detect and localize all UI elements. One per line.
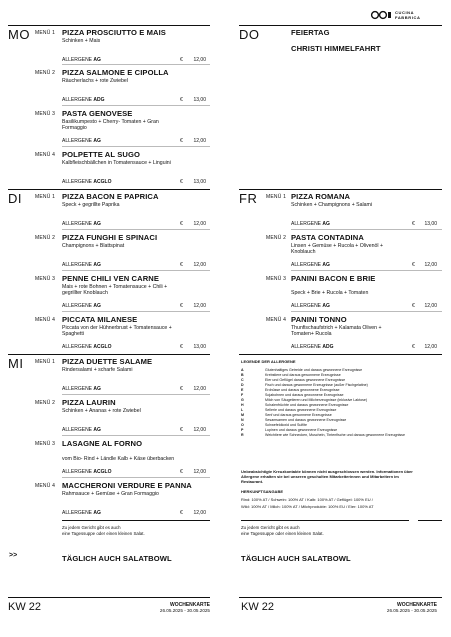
rule-legend xyxy=(239,354,442,355)
brand-logo xyxy=(370,9,440,23)
price: 12,00 xyxy=(424,262,437,268)
rule-wednesday xyxy=(8,354,210,355)
day-monday: MO xyxy=(8,27,30,42)
price: 12,00 xyxy=(193,262,206,268)
allergens: ALLERGENE ACGLO xyxy=(62,469,112,475)
rule-top-right xyxy=(239,25,442,26)
dish-title: PANINI TONNO xyxy=(291,315,347,324)
dish-desc: Räucherlachs + rote Zwiebel xyxy=(62,78,128,84)
origin-title: HERKUNFTSANGABE xyxy=(241,489,283,494)
brand-name: CUCINA FABBRICA xyxy=(395,10,421,20)
euro-sign: € xyxy=(180,344,183,350)
arrow-marker: >> xyxy=(9,552,18,559)
week-dates-right: 26.05.2025 - 30.05.2025 xyxy=(386,608,437,613)
euro-sign: € xyxy=(180,57,183,63)
dish-desc: Kalbfleischbällchen in Tomatensauce + Linguini xyxy=(62,160,171,166)
legend-row: L Sellerie und daraus gewonnene Erzeugnisse xyxy=(241,408,337,412)
legend-row: A Glutenhaltiges Getreide und daraus gewonnene Erzeugnisse xyxy=(241,368,363,372)
origin-line-2: Wild: 100% AT / Milch: 100% AT / Milchprodukte: 100% EU / Eier: 100% AT xyxy=(241,504,374,509)
allergens: ALLERGENE AG xyxy=(291,262,330,268)
legend-row: F Sojabohnen und daraus gewonnene Erzeugnisse xyxy=(241,393,344,397)
price: 12,00 xyxy=(193,138,206,144)
logo-gear-icon xyxy=(370,10,392,20)
allergens: ALLERGENE AG xyxy=(62,57,101,63)
dish-title: PIZZA PROSCIUTTO E MAIS xyxy=(62,28,166,37)
side-note-left: Zu jedem Gericht gibt es auch eine Tagessuppe oder einen kleinen Salat. xyxy=(62,525,145,536)
dish-title: PANINI BACON E BRIE xyxy=(291,274,376,283)
allergens: ALLERGENE AG xyxy=(62,303,101,309)
euro-sign: € xyxy=(180,97,183,103)
dish-title: PICCATA MILANESE xyxy=(62,315,138,324)
dish-desc: Schinken + Ananas + rote Zwiebel xyxy=(62,408,141,414)
euro-sign: € xyxy=(180,179,183,185)
rule-top-left xyxy=(8,25,210,26)
dish-title: PIZZA SALMONE E CIPOLLA xyxy=(62,68,169,77)
rule-tuesday xyxy=(8,189,210,190)
allergens: ALLERGENE AG xyxy=(291,221,330,227)
legend-row: P Lupinen und daraus gewonnene Erzeugnisse xyxy=(241,428,338,432)
price: 12,00 xyxy=(193,386,206,392)
day-friday: FR xyxy=(239,191,258,206)
rule-footer-right xyxy=(239,597,442,598)
price: 12,00 xyxy=(193,57,206,63)
legend-list xyxy=(241,368,441,438)
euro-sign: € xyxy=(180,138,183,144)
price: 13,00 xyxy=(193,344,206,350)
euro-sign: € xyxy=(180,303,183,309)
dish-desc: Linsen + Gemüse + Rucola + Olivenöl + Knoblauch xyxy=(291,243,383,256)
side-note-right: Zu jedem Gericht gibt es auch eine Tagessuppe oder einen kleinen Salat. xyxy=(241,525,324,536)
price: 12,00 xyxy=(193,510,206,516)
dish-desc: Rahmsauce + Gemüse + Gran Formaggio xyxy=(62,491,159,497)
allergens: ALLERGENE AG xyxy=(291,303,330,309)
euro-sign: € xyxy=(180,510,183,516)
dish-title: PASTA GENOVESE xyxy=(62,109,133,118)
price: 13,00 xyxy=(193,179,206,185)
price: 13,00 xyxy=(424,221,437,227)
dish-title: LASAGNE AL FORNO xyxy=(62,439,143,448)
dish-title: PIZZA ROMANA xyxy=(291,192,351,201)
euro-sign: € xyxy=(180,221,183,227)
holiday-line-1: FEIERTAG xyxy=(291,28,330,37)
dish-title: PIZZA DUETTE SALAME xyxy=(62,357,153,366)
holiday-line-2: CHRISTI HIMMELFAHRT xyxy=(291,44,381,53)
dish-title: MACCHERONI VERDURE E PANNA xyxy=(62,481,192,490)
dish-desc: Speck + Brie + Rucola + Tomaten xyxy=(291,290,369,296)
salad-bowl-right: TÄGLICH AUCH SALATBOWL xyxy=(241,554,351,563)
rule-wednesday-end xyxy=(62,520,210,521)
dish-desc: vom Bio- Rind + Ländle Kalb + Käse überbacken xyxy=(62,456,175,462)
euro-sign: € xyxy=(180,469,183,475)
price: 13,00 xyxy=(193,97,206,103)
price: 12,00 xyxy=(424,344,437,350)
dish-title: PIZZA BACON E PAPRICA xyxy=(62,192,159,201)
euro-sign: € xyxy=(180,427,183,433)
dish-desc: Schinken + Champignons + Salami xyxy=(291,202,373,208)
week-number-right: KW 22 xyxy=(241,601,275,613)
dish-title: PENNE CHILI VEN CARNE xyxy=(62,274,160,283)
rule-friday xyxy=(239,189,442,190)
rule-right-end xyxy=(241,520,409,521)
legend-row: G Milch von Säugetieren und Milcherzeugnisse (inklusive Laktose) xyxy=(241,398,368,402)
allergens: ALLERGENE AG xyxy=(62,221,101,227)
salad-bowl-left: TÄGLICH AUCH SALATBOWL xyxy=(62,554,172,563)
dish-desc: Piccata von der Hühnerbrust + Tomatensauce + Spaghetti xyxy=(62,325,172,338)
price: 12,00 xyxy=(424,303,437,309)
rule-right-end-short xyxy=(418,520,442,521)
allergens: ALLERGENE ACGLO xyxy=(62,344,112,350)
allergens: ALLERGENE AG xyxy=(62,427,101,433)
price: 12,00 xyxy=(193,427,206,433)
price: 12,00 xyxy=(193,303,206,309)
dish-desc: Basilikumpesto + Cherry- Tomaten + Gran Formaggio xyxy=(62,119,159,132)
week-dates-left: 26.05.2025 - 30.05.2025 xyxy=(159,608,210,613)
allergens: ALLERGENE AG xyxy=(62,262,101,268)
dish-desc: Schinken + Mais xyxy=(62,38,101,44)
week-title-left: WOCHENKARTE xyxy=(170,602,210,608)
day-thursday: DO xyxy=(239,27,260,42)
week-number-left: KW 22 xyxy=(8,601,42,613)
dish-title: PIZZA FUNGHI E SPINACI xyxy=(62,233,158,242)
allergens: ALLERGENE ADG xyxy=(62,97,105,103)
legend-row: E Erdnüsse und daraus gewonnene Erzeugnisse xyxy=(241,388,340,392)
origin-line-1: Rind: 100% AT / Schwein: 100% AT / Kalb: 100% AT / Geflügel: 100% EU / xyxy=(241,497,373,502)
euro-sign: € xyxy=(412,221,415,227)
price: 12,00 xyxy=(193,469,206,475)
euro-sign: € xyxy=(180,262,183,268)
dish-desc: Rindersalami + scharfe Salami xyxy=(62,367,133,373)
price: 12,00 xyxy=(193,221,206,227)
allergens: ALLERGENE AG xyxy=(62,386,101,392)
day-wednesday: MI xyxy=(8,356,24,371)
euro-sign: € xyxy=(180,386,183,392)
euro-sign: € xyxy=(412,303,415,309)
week-title-right: WOCHENKARTE xyxy=(397,602,437,608)
legend-row: R Weichtiere wie Schnecken, Muscheln, Tintenfische und daraus gewonnene Erzeugnisse xyxy=(241,433,405,437)
allergens: ALLERGENE AG xyxy=(62,510,101,516)
allergens: ALLERGENE AG xyxy=(62,138,101,144)
legend-row: C Eier und Geflügel daraus gewonnene Erzeugnisse xyxy=(241,378,346,382)
dish-title: PASTA CONTADINA xyxy=(291,233,364,242)
dish-title: POLPETTE AL SUGO xyxy=(62,150,140,159)
legend-row: H Schalenfrüchte und daraus gewonnene Erzeugnisse xyxy=(241,403,349,407)
euro-sign: € xyxy=(412,344,415,350)
rule-footer-left xyxy=(8,597,210,598)
dish-desc: Champignons + Blattspinat xyxy=(62,243,125,249)
crosscontact-notice: Unbeabsichtigte Kreuzkontakte können nicht ausgeschlossen werden. Informationen über Allergene erhalten sie bei unseren geschulten Mitarbeiterinnen und Mitarbeitern im Restaurant. xyxy=(241,469,413,484)
dish-desc: Thunfischaufstrich + Kalamata Oliven + Tomaten+ Rucola xyxy=(291,325,382,338)
allergens: ALLERGENE ACGLO xyxy=(62,179,112,185)
legend-row: B Krebstiere und daraus gewonnene Erzeugnisse xyxy=(241,373,341,377)
dish-desc: Mais + rote Bohnen + Tomatensauce + Chili + gegrillter Knoblauch xyxy=(62,284,168,297)
allergens: ALLERGENE ADG xyxy=(291,344,334,350)
legend-row: O Schwefeldioxid und Sulfite xyxy=(241,423,307,427)
legend-row: N Sesamsamen und daraus gewonnene Erzeugnisse xyxy=(241,418,347,422)
legend-title: LEGENDE DER ALLERGENE xyxy=(241,359,296,364)
day-tuesday: DI xyxy=(8,191,22,206)
dish-title: PIZZA LAURIN xyxy=(62,398,116,407)
euro-sign: € xyxy=(412,262,415,268)
legend-row: M Senf und daraus gewonnene Erzeugnisse xyxy=(241,413,332,417)
dish-desc: Speck + gegrillte Paprika xyxy=(62,202,120,208)
legend-row: D Fisch und daraus gewonnene Erzeugnisse (außer Fischgelatine) xyxy=(241,383,368,387)
